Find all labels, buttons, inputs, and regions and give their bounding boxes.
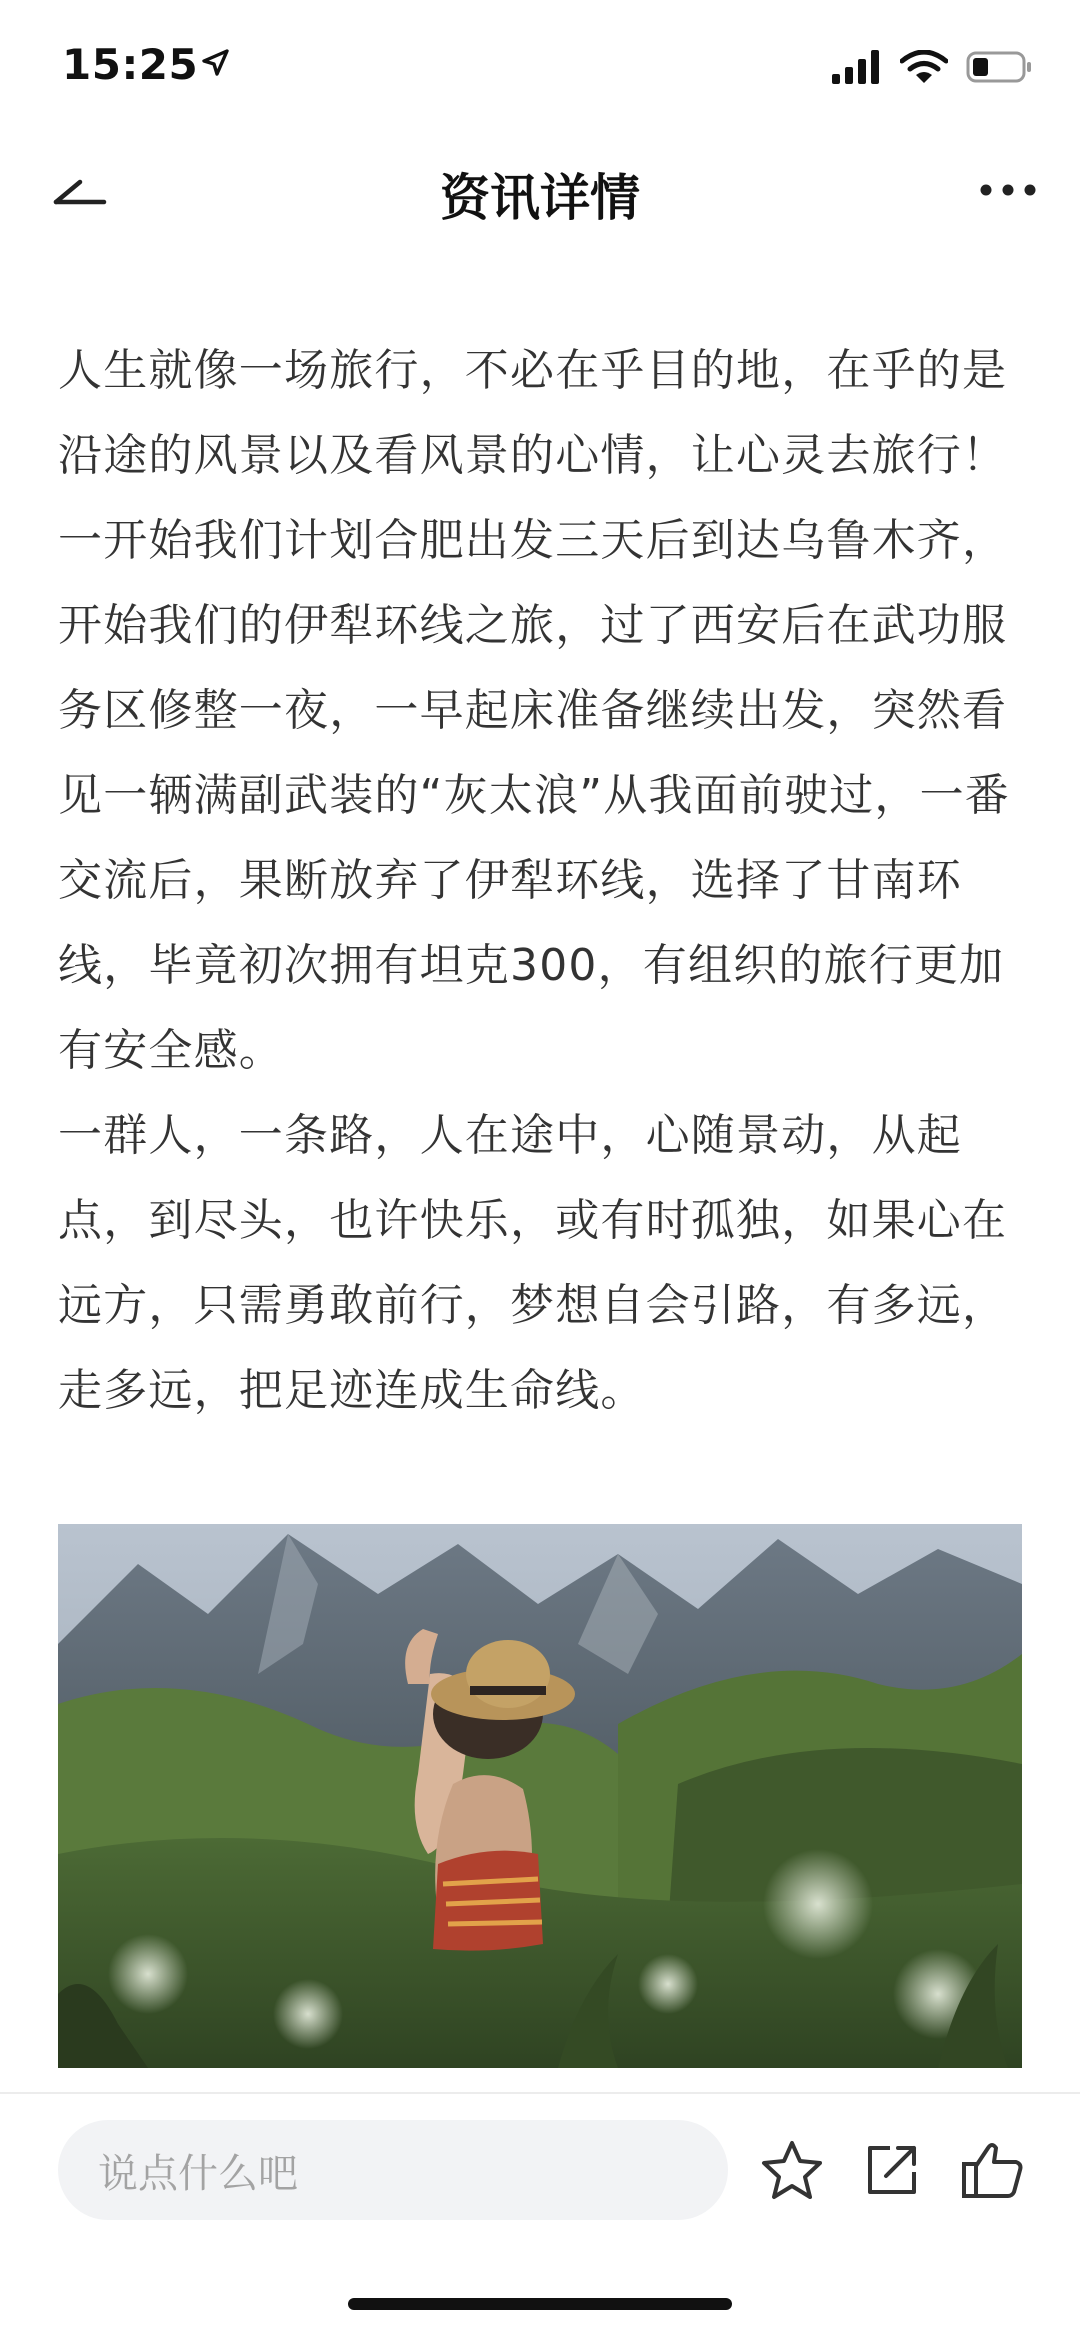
star-icon bbox=[760, 2139, 824, 2201]
mountain-landscape-image bbox=[58, 1524, 1022, 2068]
like-button[interactable] bbox=[952, 2130, 1032, 2210]
article-paragraph: 人生就像一场旅行，不必在乎目的地，在乎的是沿途的风景以及看风景的心情，让心灵去旅行！ bbox=[58, 345, 1008, 481]
home-indicator bbox=[348, 2298, 732, 2310]
status-icons bbox=[832, 50, 1032, 84]
comment-input[interactable] bbox=[58, 2120, 728, 2220]
article-body bbox=[58, 328, 1020, 1433]
comment-placeholder: 说点什么吧 bbox=[98, 2150, 298, 2197]
cellular-signal-icon bbox=[832, 50, 882, 84]
bottom-divider bbox=[0, 2092, 1080, 2094]
battery-icon bbox=[966, 50, 1032, 84]
wifi-icon bbox=[900, 50, 948, 84]
article-paragraph: 一群人，一条路，人在途中，心随景动，从起点，到尽头，也许快乐，或有时孤独，如果心在远方，只需勇敢前行，梦想自会引路，有多远，走多远，把足迹连成生命线。 bbox=[58, 1110, 1008, 1416]
more-button[interactable] bbox=[968, 160, 1048, 220]
article-photo[interactable] bbox=[58, 1524, 1022, 2068]
status-time: 15:25 bbox=[62, 40, 199, 89]
favorite-button[interactable] bbox=[752, 2130, 832, 2210]
like-icon bbox=[960, 2140, 1024, 2200]
share-icon bbox=[862, 2140, 922, 2200]
page-title: 资讯详情 bbox=[440, 169, 640, 227]
nav-bar bbox=[0, 130, 1080, 250]
status-bar bbox=[0, 0, 1080, 130]
location-arrow-icon bbox=[200, 48, 230, 78]
article-paragraph: 一开始我们计划合肥出发三天后到达乌鲁木齐，开始我们的伊犁环线之旅，过了西安后在武功服务区修整一夜，一早起床准备继续出发，突然看见一辆满副武装的“灰太浪”从我面前驶过，一番交流后，果断放弃了伊犁环线，选择了甘南环线，毕竟初次拥有坦克300，有组织的旅行更加有安全感。 bbox=[58, 515, 1010, 1076]
more-dots-icon bbox=[978, 183, 1038, 197]
share-button[interactable] bbox=[852, 2130, 932, 2210]
